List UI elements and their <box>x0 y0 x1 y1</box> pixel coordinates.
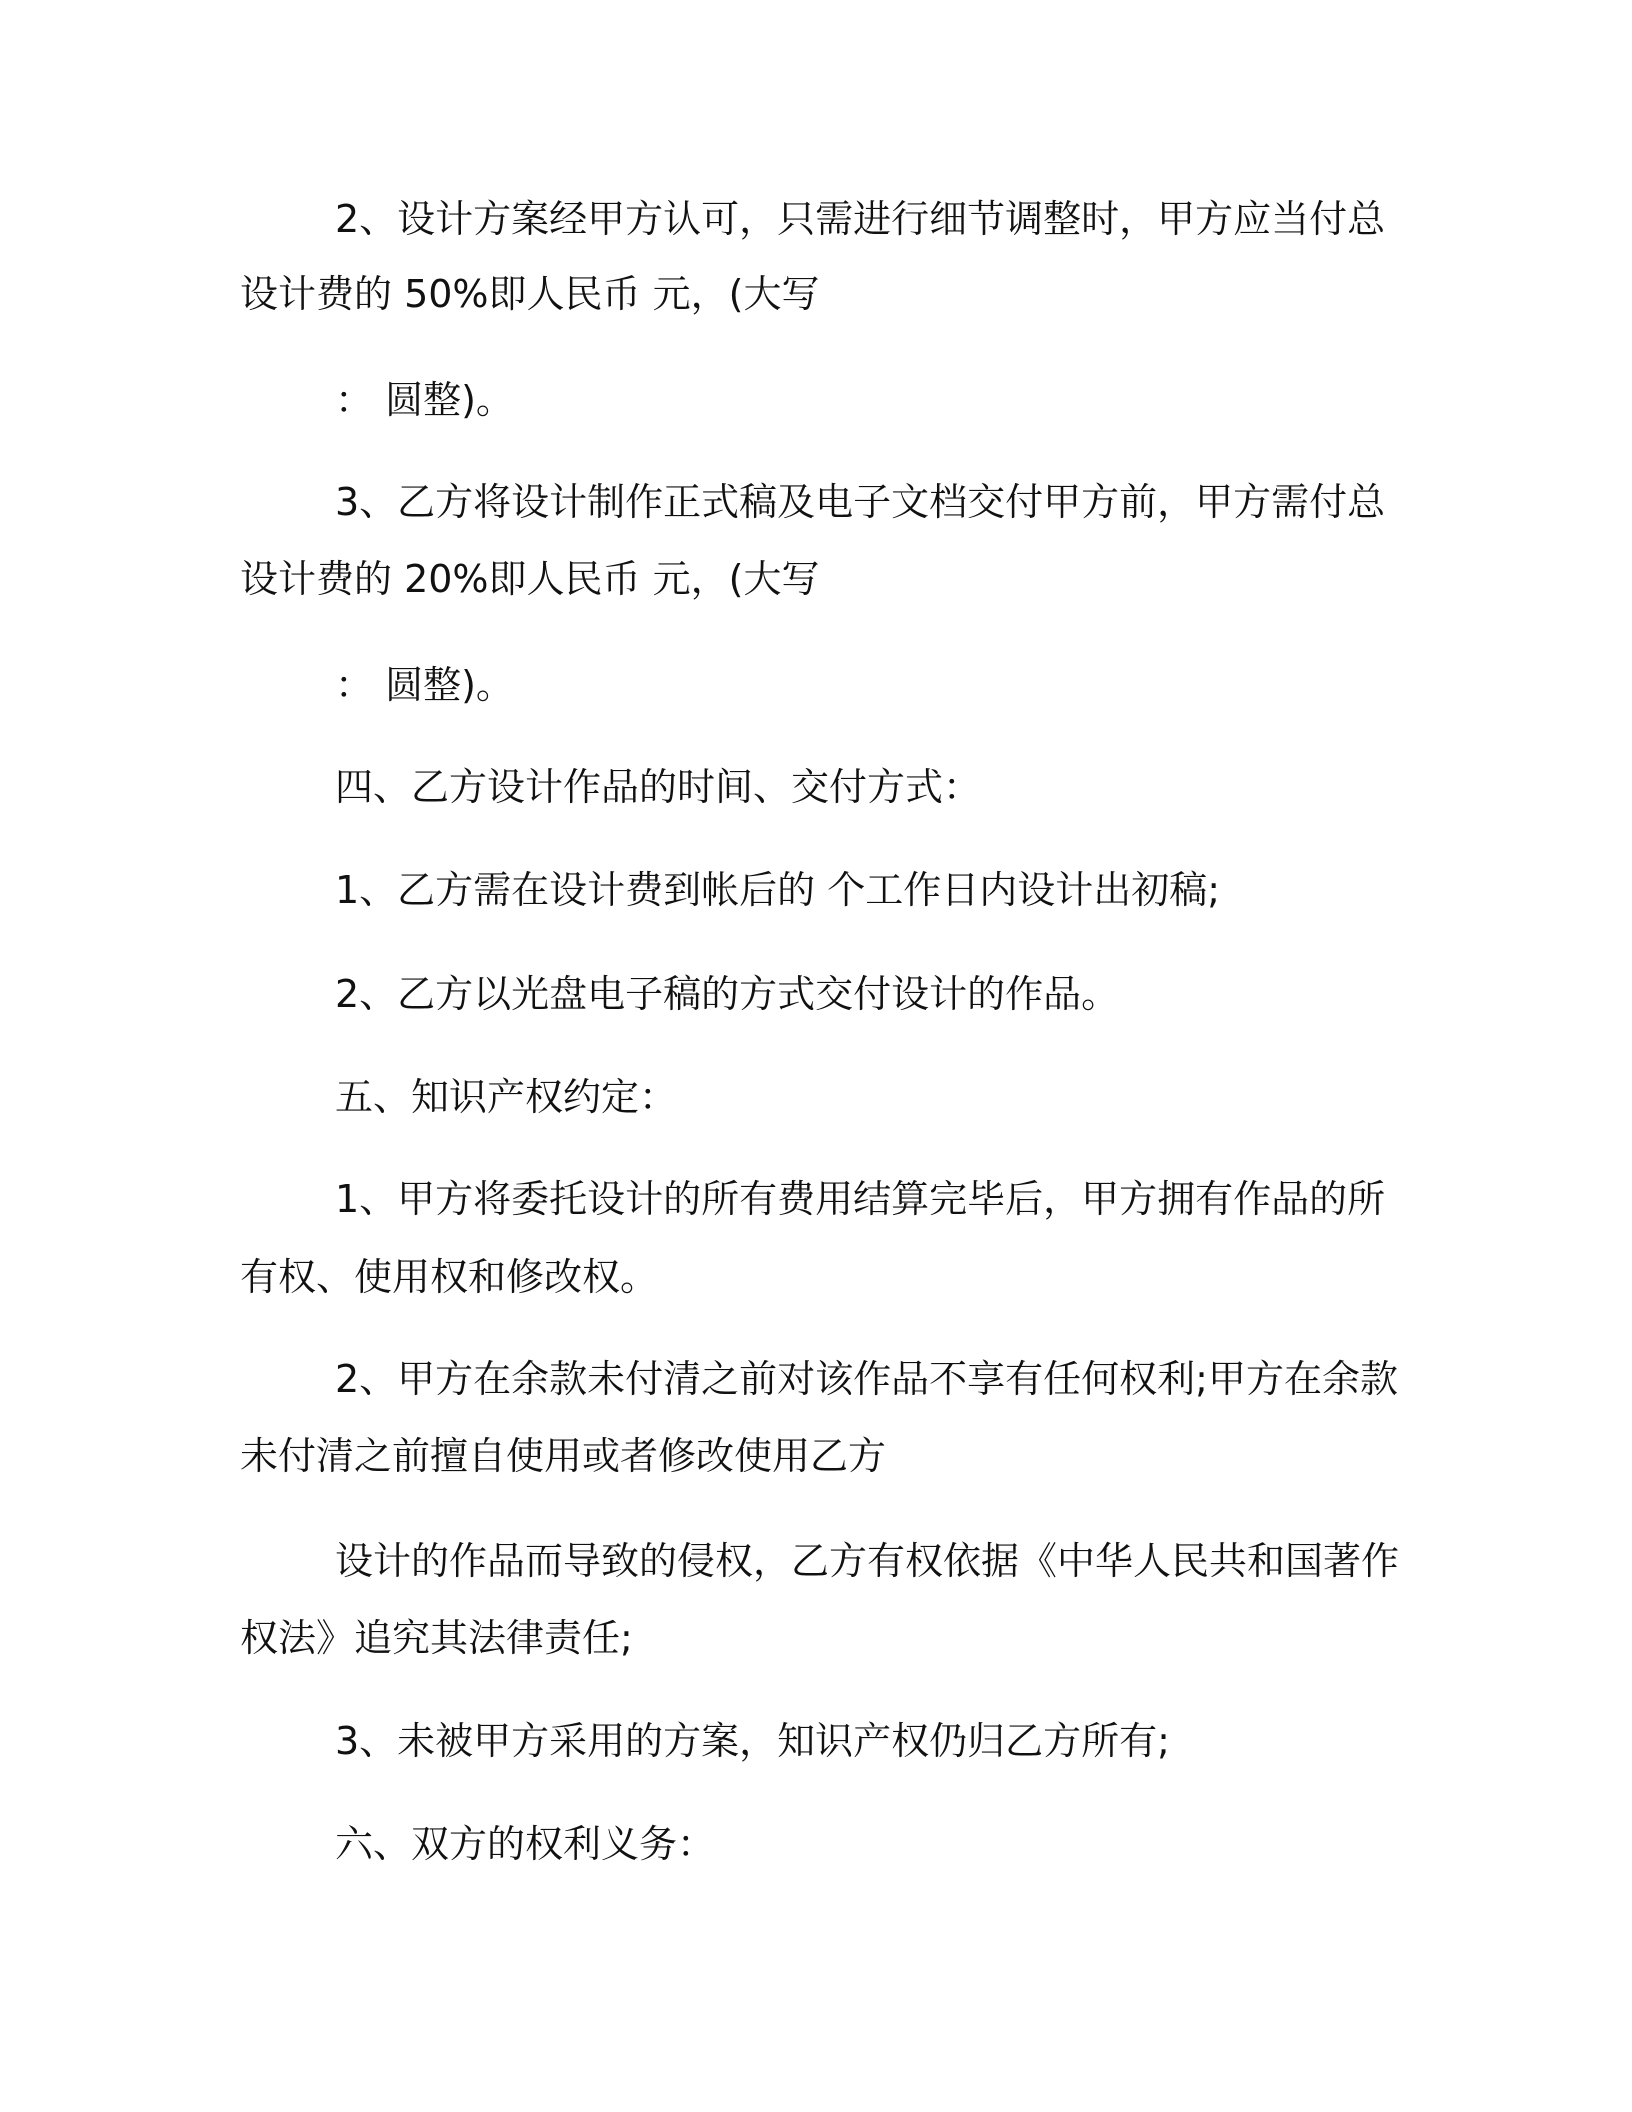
section-5-item-3: 3、未被甲方采用的方案，知识产权仍归乙方所有; <box>335 1719 1170 1763</box>
section-5-item-1-line2: 有权、使用权和修改权。 <box>240 1255 659 1299</box>
paragraph-3-final-delivery-line1: 3、乙方将设计制作正式稿及电子文档交付甲方前，甲方需付总 <box>335 480 1386 524</box>
section-5-item-2-line3: 设计的作品而导致的侵权，乙方有权依据《中华人民共和国著作 <box>335 1539 1400 1583</box>
section-5-item-2-line4: 权法》追究其法律责任; <box>240 1616 633 1660</box>
section-5-item-2-line1: 2、甲方在余款未付清之前对该作品不享有任何权利;甲方在余款 <box>335 1357 1398 1401</box>
paragraph-2-capital-amount: ： 圆整)。 <box>335 378 514 422</box>
section-4-heading: 四、乙方设计作品的时间、交付方式： <box>335 765 982 809</box>
paragraph-3-final-delivery-line2: 设计费的 20%即人民币 元，(大写 <box>240 557 820 601</box>
paragraph-2-design-approval-line2: 设计费的 50%即人民币 元，(大写 <box>240 272 820 316</box>
paragraph-2-design-approval-line1: 2、设计方案经甲方认可，只需进行细节调整时，甲方应当付总 <box>335 197 1386 241</box>
section-5-item-1-line1: 1、甲方将委托设计的所有费用结算完毕后，甲方拥有作品的所 <box>335 1177 1386 1221</box>
paragraph-3-capital-amount: ： 圆整)。 <box>335 663 514 707</box>
section-5-item-2-line2: 未付清之前擅自使用或者修改使用乙方 <box>240 1434 887 1478</box>
section-4-item-2: 2、乙方以光盘电子稿的方式交付设计的作品。 <box>335 972 1120 1016</box>
section-4-item-1: 1、乙方需在设计费到帐后的 个工作日内设计出初稿; <box>335 868 1221 912</box>
section-5-heading: 五、知识产权约定： <box>335 1075 678 1119</box>
section-6-heading: 六、双方的权利义务： <box>335 1822 716 1866</box>
